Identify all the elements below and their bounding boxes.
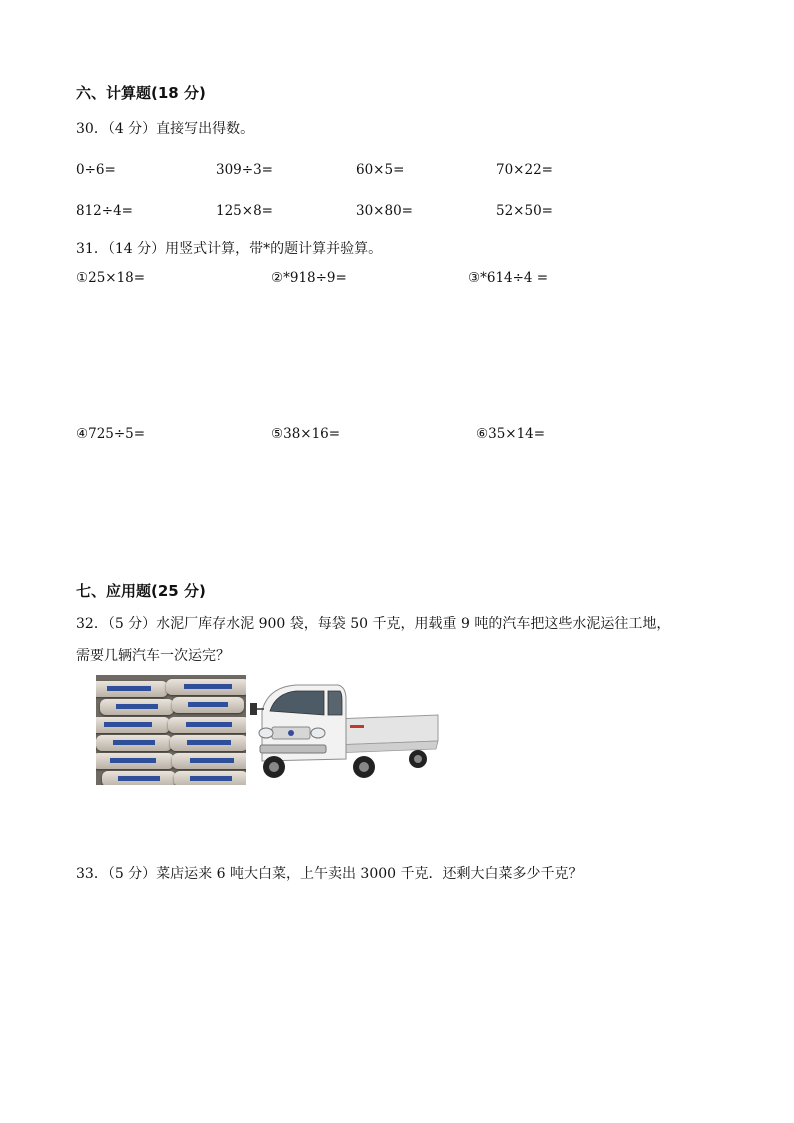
- q30-item-7: 30×80=: [356, 203, 413, 219]
- q31-item-3: ③*614÷4 =: [468, 270, 549, 286]
- q31-item-2: ②*918÷9=: [271, 270, 347, 286]
- q30-item-2: 309÷3=: [216, 162, 273, 178]
- question-30-stem: 30．（4 分）直接写出得数。: [76, 121, 255, 137]
- question-33-stem: 33．（5 分）菜店运来 6 吨大白菜，上午卖出 3000 千克．还剩大白菜多少千克？: [76, 866, 583, 882]
- q30-item-3: 60×5=: [356, 162, 405, 178]
- q30-item-8: 52×50=: [496, 203, 553, 219]
- question-32-line-2: 需要几辆汽车一次运完？: [76, 648, 230, 664]
- q31-item-5: ⑤38×16=: [271, 426, 341, 442]
- cement-bags-image: [96, 675, 246, 785]
- q31-item-4: ④725÷5=: [76, 426, 146, 442]
- q30-item-1: 0÷6=: [76, 162, 116, 178]
- truck-image: [246, 675, 440, 785]
- section-7-title: 七、应用题(25 分): [76, 582, 206, 600]
- q31-item-1: ①25×18=: [76, 270, 146, 286]
- q31-item-6: ⑥35×14=: [476, 426, 546, 442]
- question-32-line-1: 32．（5 分）水泥厂库存水泥 900 袋，每袋 50 千克，用载重 9 吨的汽车把这些水泥运往工地，: [76, 616, 671, 632]
- question-31-stem: 31．（14 分）用竖式计算，带*的题计算并验算。: [76, 241, 383, 257]
- q30-item-4: 70×22=: [496, 162, 553, 178]
- q30-item-5: 812÷4=: [76, 203, 133, 219]
- q30-item-6: 125×8=: [216, 203, 273, 219]
- section-6-title: 六、计算题(18 分): [76, 84, 206, 102]
